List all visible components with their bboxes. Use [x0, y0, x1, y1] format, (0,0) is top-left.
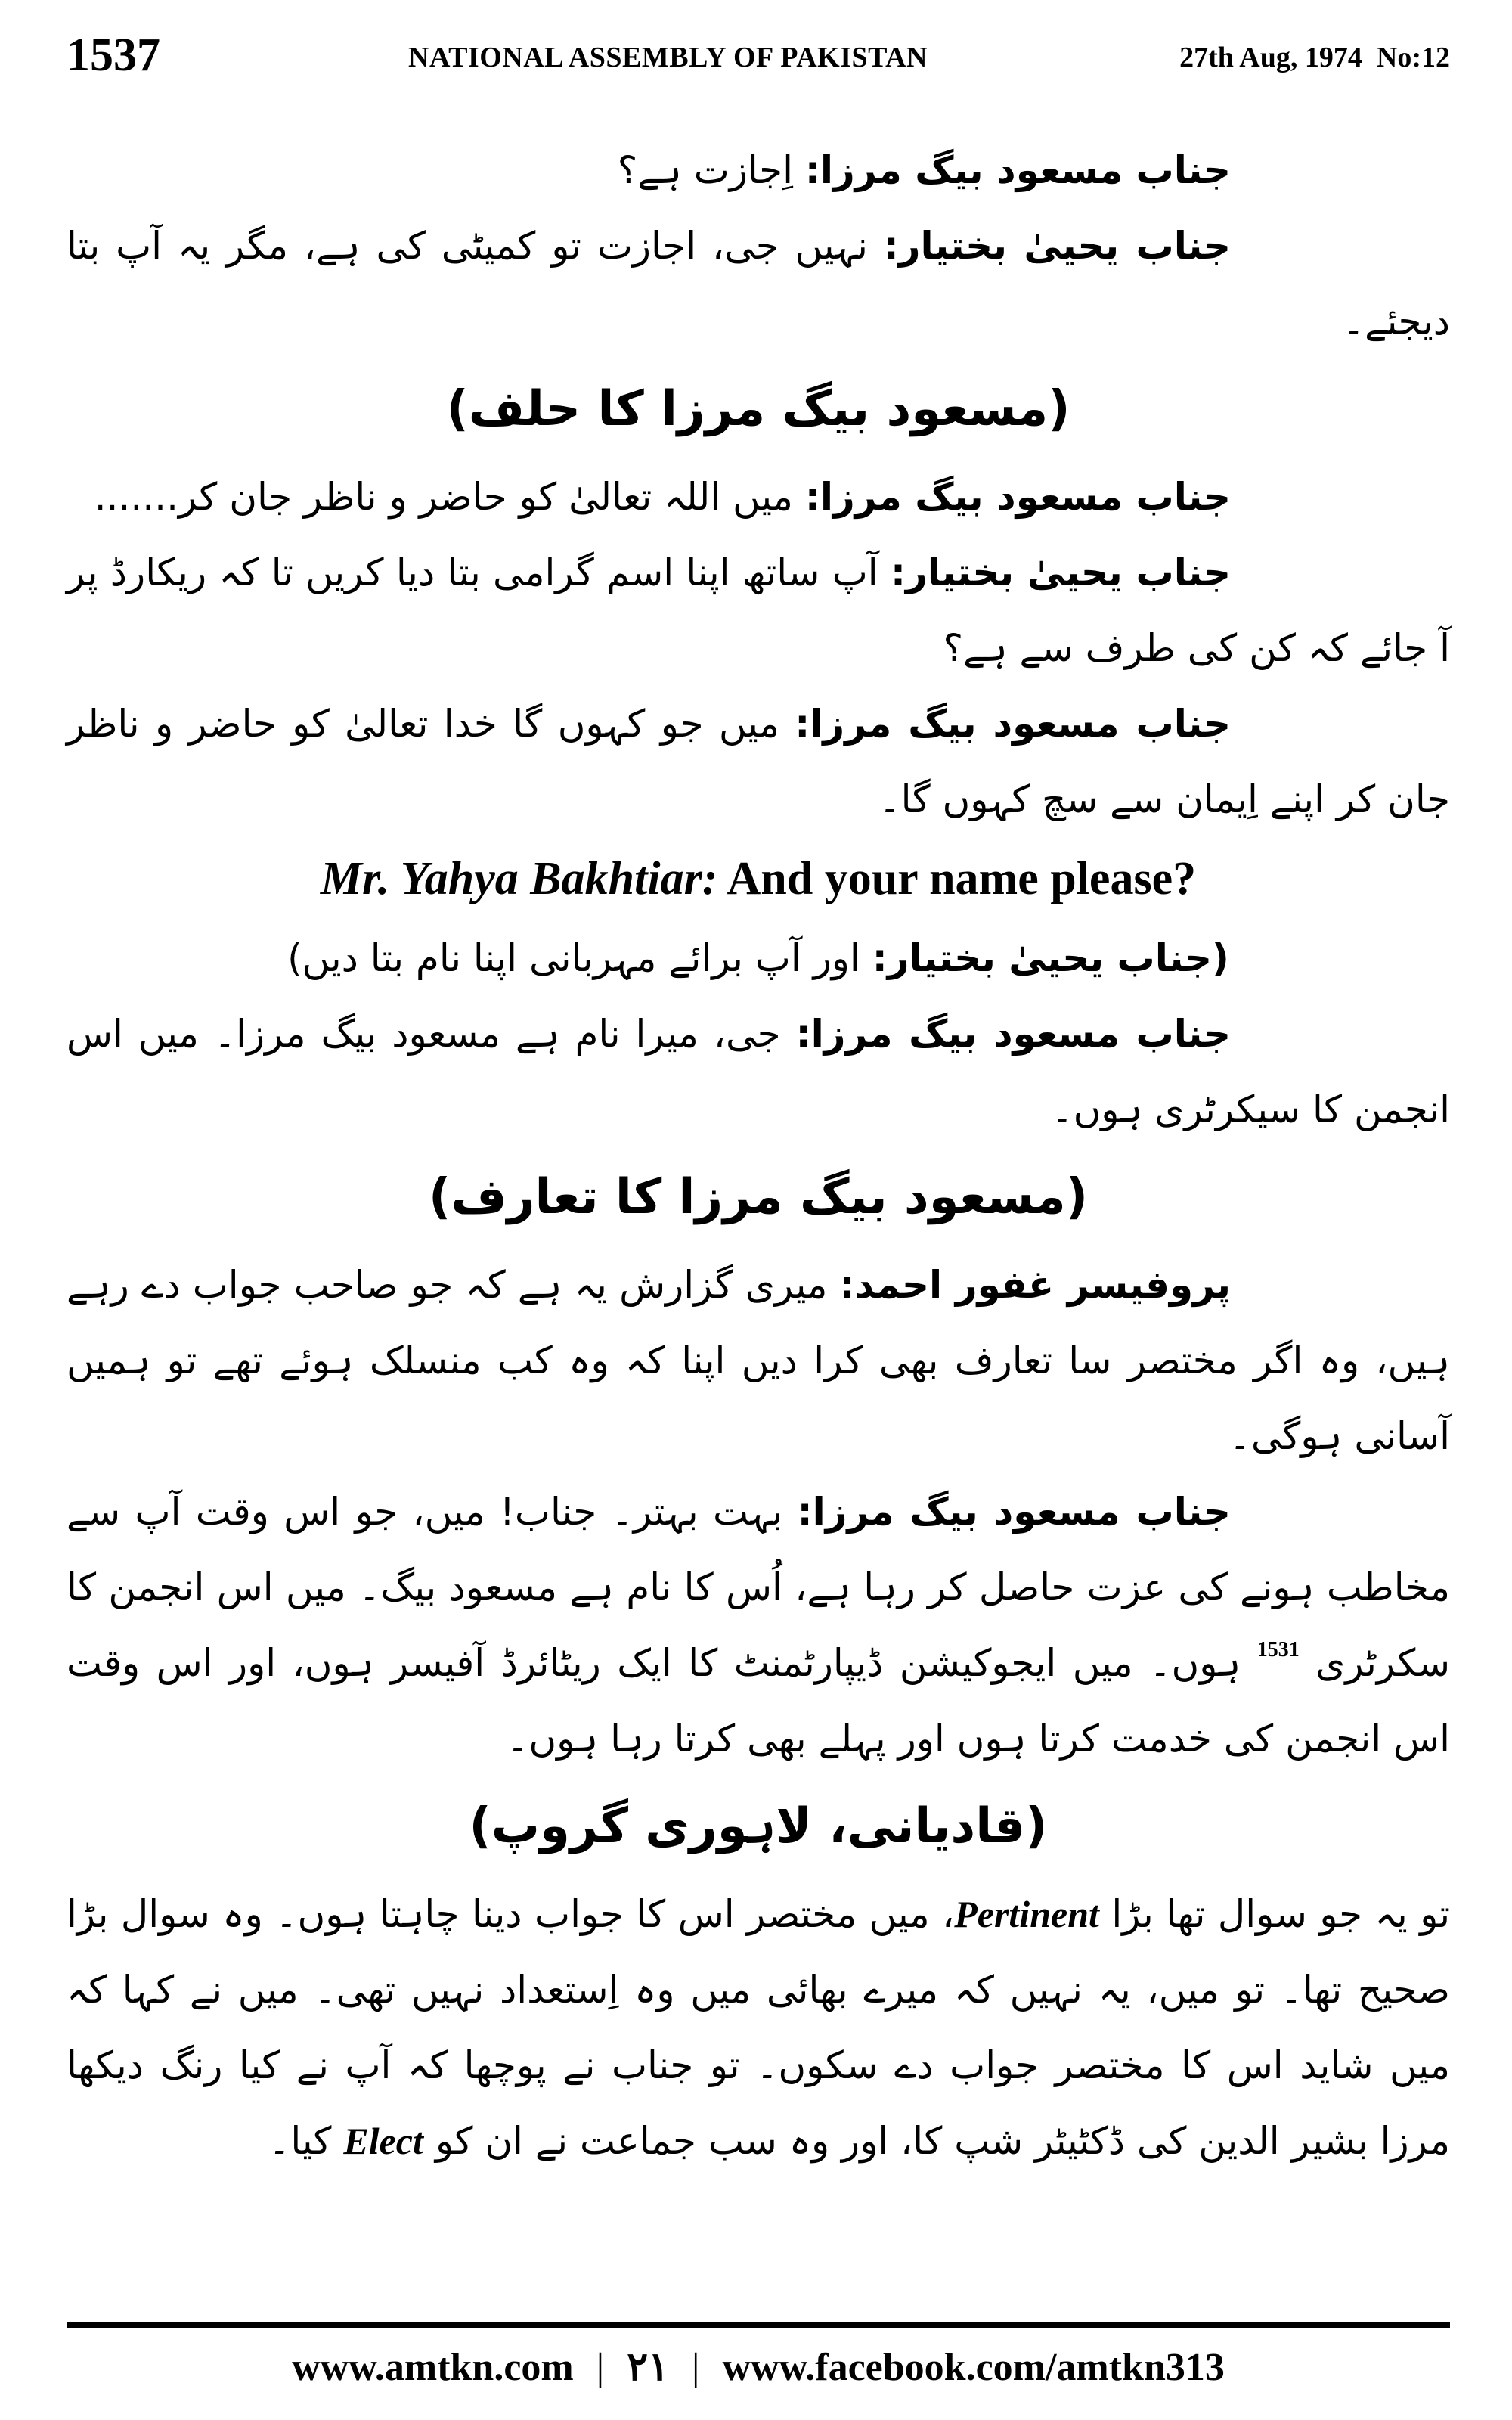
speaker: پروفیسر غفور احمد: [839, 1263, 1231, 1307]
section-heading-oath: (مسعود بیگ مرزا کا حلف) [446, 381, 1070, 437]
speaker: جناب مسعود بیگ مرزا: [804, 475, 1231, 519]
speech-text: میری گزارش یہ ہے کہ جو صاحب جواب دے رہے ہیں، وہ اگر مختصر سا تعارف بھی کرا دیں اپنا کہ وہ کب منسلک ہوئے تھے تو ہمیں آسانی ہوگی۔ [67, 1263, 1450, 1458]
english-term: Pertinent [954, 1893, 1099, 1935]
page-reference: 1531 [1256, 1638, 1300, 1661]
page-footer [67, 2337, 1450, 2397]
speaker: جناب مسعود بیگ مرزا: [797, 1490, 1231, 1534]
english-speaker: Mr. Yahya Bakhtiar: [320, 853, 718, 904]
session-date-number [1179, 35, 1450, 80]
speaker: جناب مسعود بیگ مرزا: [795, 1012, 1231, 1056]
speech-text: آپ ساتھ اپنا اسم گرامی بتا دیا کریں تا کہ ریکارڈ پر آ جائے کہ کن کی طرف سے ہے؟ [67, 551, 1450, 670]
paragraph-5 [67, 686, 1450, 837]
paragraph-9 [67, 1474, 1450, 1776]
speech-text: ، میں مختصر اس کا جواب دینا چاہتا ہوں۔ وہ سوال بڑا صحیح تھا۔ تو میں، یہ نہیں کہ میرے بھائی میں وہ اِستعداد نہیں تھی۔ میں نے کہا کہ میں شاید اس کا مختصر جواب دے سکوں۔ تو جناب نے پوچھا کہ آپ نے کیا رنگ دیکھا مرزا بشیر الدین کی ڈکٹیٹر شپ کا، اور وہ سب جماعت نے ان کو [67, 1892, 1450, 2163]
facebook-link[interactable]: www.facebook.com/amtkn313 [722, 2345, 1225, 2389]
paragraph-10 [67, 1876, 1450, 2179]
footer-page-number: ۲۱ [627, 2346, 670, 2389]
page-header [67, 21, 1450, 89]
paragraph-2 [67, 208, 1450, 359]
footer-separator: | [596, 2345, 605, 2389]
paragraph-7 [67, 996, 1450, 1147]
speech-text: میں جو کہوں گا خدا تعالیٰ کو حاضر و ناظر جان کر اپنے اِیمان سے سچ کہوں گا۔ [67, 702, 1450, 821]
speech-text: میں اللہ تعالیٰ کو حاضر و ناظر جان کر....... [94, 475, 793, 519]
speech-text: تو یہ جو سوال تھا بڑا [1111, 1892, 1450, 1936]
english-line [67, 837, 1450, 920]
session-date: 27th Aug, 1974 [1179, 42, 1362, 73]
speaker: جناب یحییٰ بختیار: [890, 551, 1231, 594]
footer-separator: | [692, 2345, 700, 2389]
speech-text: ہوں۔ میں ایجوکیشن ڈیپارٹمنٹ کا ایک ریٹائرڈ آفیسر ہوں، اور اس وقت اس انجمن کی خدمت کرتا ہوں اور پہلے بھی کرتا رہا ہوں۔ [67, 1641, 1450, 1761]
paragraph-6 [67, 920, 1450, 996]
speaker: جناب مسعود بیگ مرزا: [804, 148, 1231, 192]
page-number: 1537 [67, 29, 160, 81]
transcript-body [67, 132, 1450, 2204]
paragraph-4 [67, 535, 1450, 686]
paragraph-8 [67, 1247, 1450, 1474]
paragraph-3 [67, 459, 1450, 535]
speaker: جناب یحییٰ بختیار: [883, 224, 1231, 268]
footer-rule [67, 2322, 1450, 2328]
english-term: Elect [343, 2120, 423, 2162]
speaker: (جناب یحییٰ بختیار: [872, 936, 1229, 980]
speech-text: اِجازت ہے؟ [617, 148, 793, 192]
speech-text: جی، میرا نام ہے مسعود بیگ مرزا۔ میں اس انجمن کا سیکرٹری ہوں۔ [67, 1012, 1450, 1131]
english-text: And your name please? [727, 853, 1197, 904]
speech-text: بہت بہتر۔ جناب! میں، جو اس وقت آپ سے مخاطب ہونے کی عزت حاصل کر رہا ہے، اُس کا نام ہے مسعود بیگ۔ میں اس انجمن کا سکرٹری [67, 1490, 1450, 1685]
assembly-title: NATIONAL ASSEMBLY OF PAKISTAN [408, 42, 928, 73]
session-number: No:12 [1376, 42, 1450, 73]
speech-text: نہیں جی، اجازت تو کمیٹی کی ہے، مگر یہ آپ بتا دیجئے۔ [67, 224, 1450, 343]
section-heading-introduction: (مسعود بیگ مرزا کا تعارف) [429, 1169, 1088, 1225]
section-heading-group: (قادیانی، لاہوری گروپ) [469, 1798, 1048, 1854]
speech-text: کیا۔ [268, 2119, 332, 2163]
website-link[interactable]: www.amtkn.com [292, 2345, 574, 2389]
speech-text: اور آپ برائے مہربانی اپنا نام بتا دیں) [287, 936, 860, 980]
paragraph-1 [67, 132, 1450, 208]
speaker: جناب مسعود بیگ مرزا: [795, 702, 1231, 746]
